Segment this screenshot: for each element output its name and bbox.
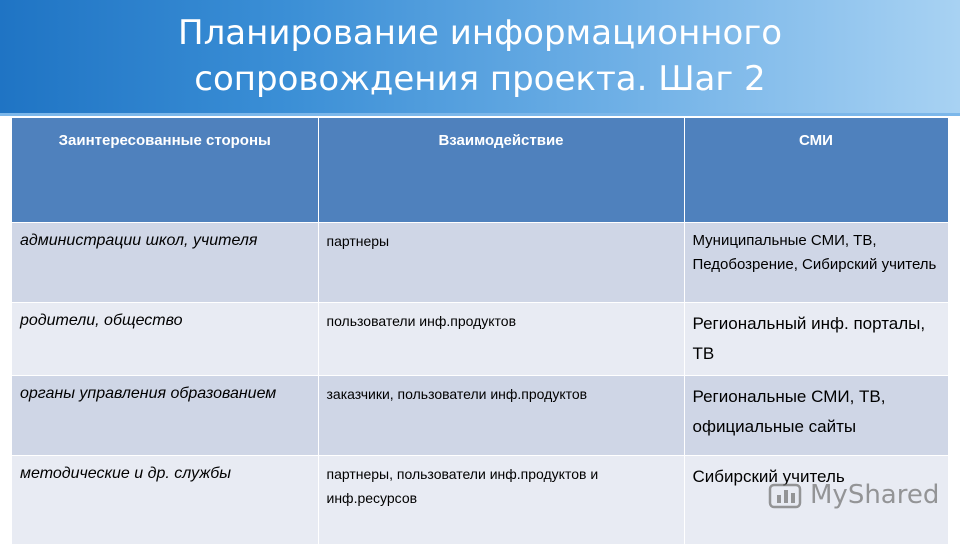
cell-interaction: партнеры	[318, 223, 684, 303]
cell-interaction: пользователи инф.продуктов	[318, 303, 684, 376]
table-row	[12, 303, 948, 376]
cell-media: Муниципальные СМИ, ТВ, Педобозрение, Сибирский учитель	[684, 223, 948, 303]
slide-title-line-1: Планирование информационного	[178, 13, 782, 53]
cell-interaction: партнеры, пользователи инф.продуктов и инф.ресурсов	[318, 456, 684, 544]
slide-title-line-2: сопровождения проекта. Шаг 2	[194, 59, 766, 99]
header-stakeholders: Заинтересованные стороны	[12, 118, 318, 223]
header-interaction: Взаимодействие	[318, 118, 684, 223]
cell-interaction: заказчики, пользователи инф.продуктов	[318, 376, 684, 456]
table-row	[12, 376, 948, 456]
cell-stakeholder: администрации школ, учителя	[12, 223, 318, 303]
table-row	[12, 223, 948, 303]
slide-title	[0, 10, 960, 102]
cell-media: Региональный инф. порталы, ТВ	[684, 303, 948, 376]
bar-chart-icon	[768, 479, 804, 511]
cell-stakeholder: родители, общество	[12, 303, 318, 376]
cell-stakeholder: органы управления образованием	[12, 376, 318, 456]
cell-media: Сибирский учитель	[684, 456, 948, 544]
cell-stakeholder: методические и др. службы	[12, 456, 318, 544]
watermark	[768, 478, 939, 512]
table-header-row	[12, 118, 948, 223]
watermark-text: MyShared	[810, 480, 940, 510]
header-media: СМИ	[684, 118, 948, 223]
cell-media: Региональные СМИ, ТВ, официальные сайты	[684, 376, 948, 456]
